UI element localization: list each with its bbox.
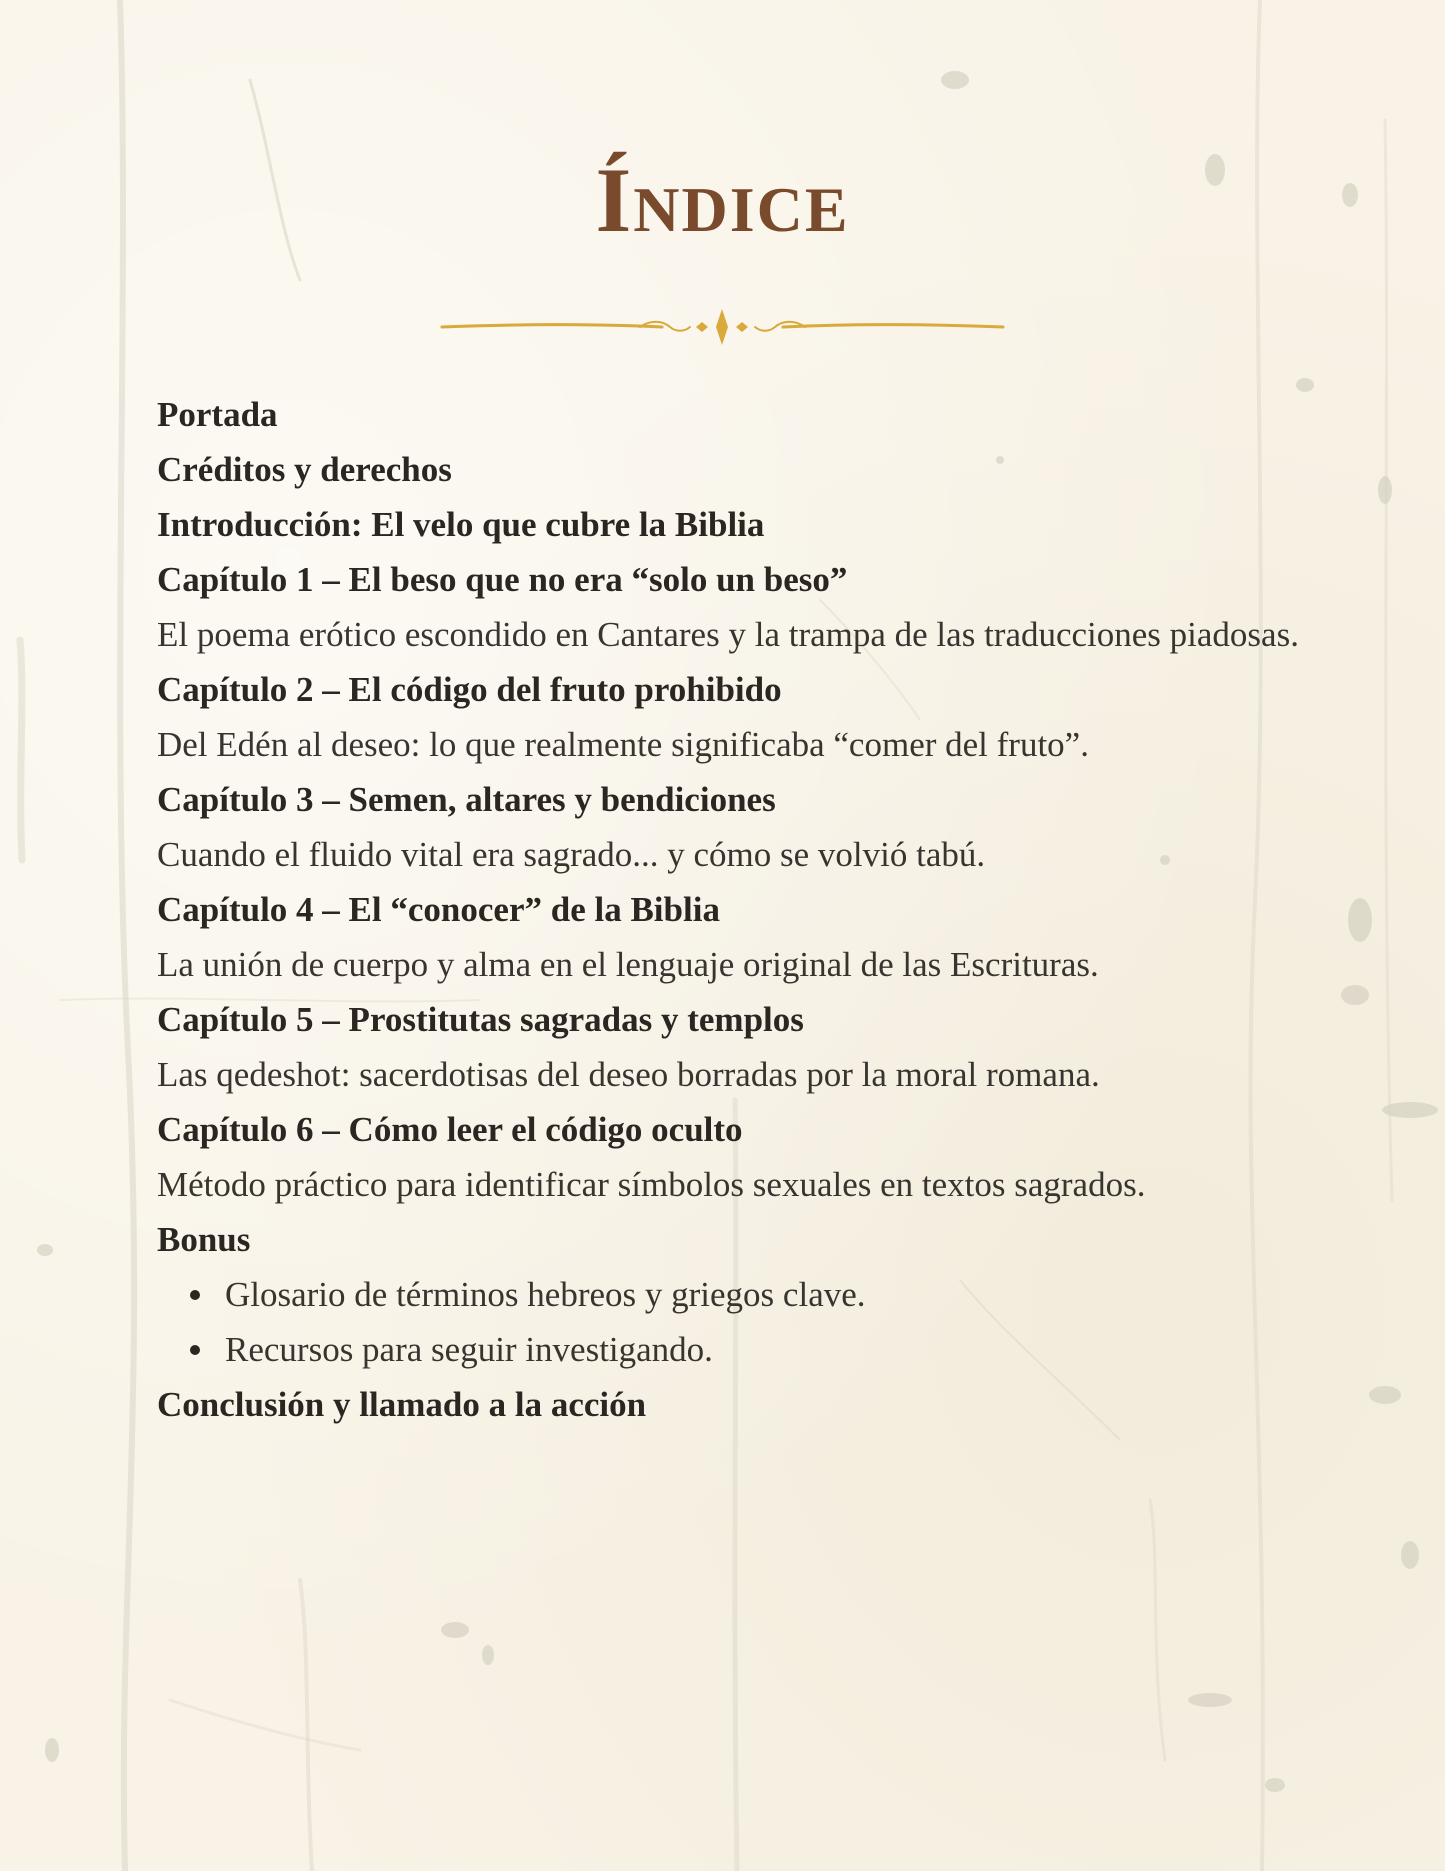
- toc-entry-chapter-1[interactable]: Capítulo 1 – El beso que no era “solo un beso”: [157, 560, 848, 599]
- bonus-item: [157, 1322, 1307, 1377]
- divider-ornament: [440, 306, 1005, 348]
- bullet-icon: [190, 1345, 200, 1355]
- toc-chapter-5-description: Las qedeshot: sacerdotisas del deseo borradas por la moral romana.: [157, 1055, 1100, 1094]
- toc-entry-conclusion[interactable]: Conclusión y llamado a la acción: [157, 1385, 647, 1424]
- toc-entry-chapter-6[interactable]: Capítulo 6 – Cómo leer el código oculto: [157, 1110, 743, 1149]
- toc-entry-chapter-4[interactable]: Capítulo 4 – El “conocer” de la Biblia: [157, 890, 720, 929]
- toc-chapter-3-description: Cuando el fluido vital era sagrado... y cómo se volvió tabú.: [157, 835, 986, 874]
- toc-entry-bonus[interactable]: Bonus: [157, 1220, 251, 1259]
- bullet-icon: [190, 1290, 200, 1300]
- toc-entry-chapter-2[interactable]: Capítulo 2 – El código del fruto prohibido: [157, 670, 782, 709]
- toc-chapter-4-description: La unión de cuerpo y alma en el lenguaje original de las Escrituras.: [157, 945, 1099, 984]
- toc-entry-introduccion[interactable]: Introducción: El velo que cubre la Biblia: [157, 505, 765, 544]
- toc-entry-portada[interactable]: Portada: [157, 395, 278, 434]
- toc-entry-creditos[interactable]: Créditos y derechos: [157, 450, 452, 489]
- toc-chapter-6-description: Método práctico para identificar símbolos sexuales en textos sagrados.: [157, 1165, 1146, 1204]
- page-title: Índice: [595, 149, 850, 251]
- toc-entry-chapter-3[interactable]: Capítulo 3 – Semen, altares y bendiciones: [157, 780, 776, 819]
- table-of-contents: [157, 387, 1307, 1432]
- bonus-list: [157, 1267, 1307, 1377]
- bonus-item-label: Glosario de términos hebreos y griegos clave.: [225, 1275, 866, 1314]
- bonus-item-label: Recursos para seguir investigando.: [225, 1330, 713, 1369]
- bonus-item: [157, 1267, 1307, 1322]
- toc-entry-chapter-5[interactable]: Capítulo 5 – Prostitutas sagradas y templos: [157, 1000, 804, 1039]
- toc-chapter-2-description: Del Edén al deseo: lo que realmente significaba “comer del fruto”.: [157, 725, 1089, 764]
- toc-chapter-1-description: El poema erótico escondido en Cantares y la trampa de las traducciones piadosas.: [157, 615, 1299, 654]
